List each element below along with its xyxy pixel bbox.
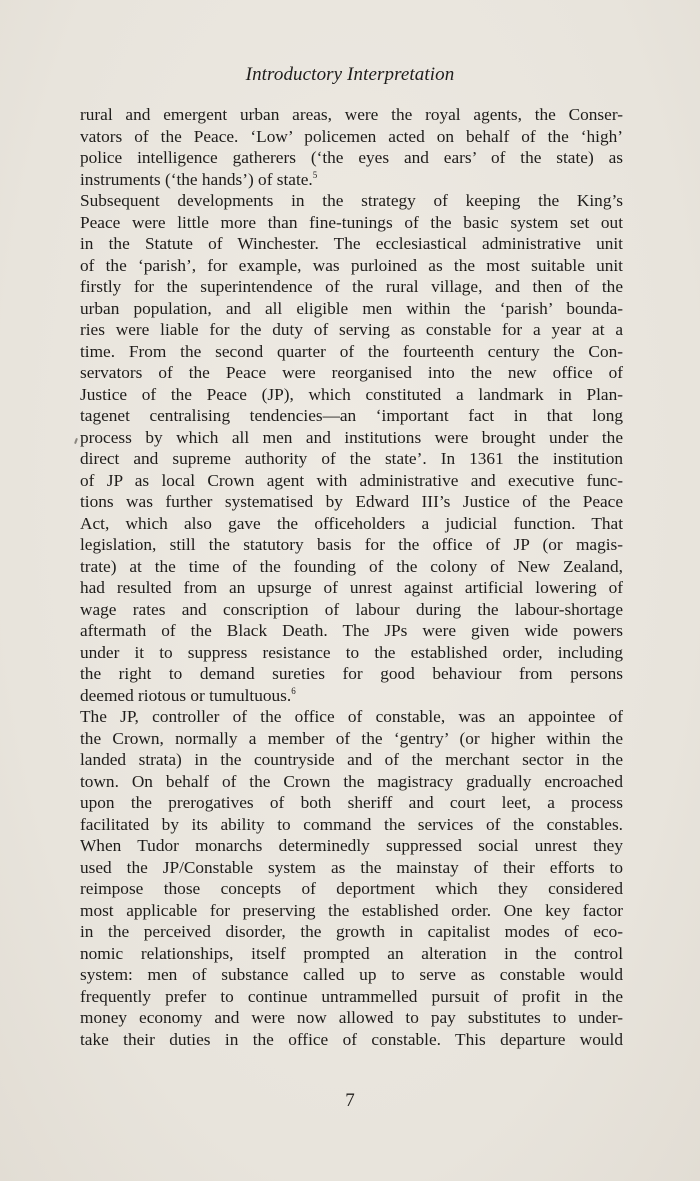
text-line: rural and emergent urban areas, were the royal agents, the Conser- xyxy=(80,105,623,124)
text-line: When Tudor monarchs determinedly suppressed social unrest they xyxy=(80,836,623,855)
text-line: legislation, still the statutory basis for the office of JP (or magis- xyxy=(80,535,623,554)
text-line: of JP as local Crown agent with administrative and executive func- xyxy=(80,470,623,490)
text-line: used the JP/Constable system as the mainstay of their efforts to xyxy=(80,857,623,877)
text-line: money economy and were now allowed to pay substitutes to under- xyxy=(80,1008,623,1027)
text-line: time. From the second quarter of the fourteenth century the Con- xyxy=(80,341,623,361)
text-line: in the perceived disorder, the growth in capitalist modes of eco- xyxy=(80,922,623,941)
text-line: trate) at the time of the founding of the colony of New Zealand, xyxy=(80,556,623,576)
text-line: upon the prerogatives of both sheriff and court leet, a process xyxy=(80,793,623,812)
text-line: process by which all men and institutions were brought under the xyxy=(80,427,623,447)
running-head: Introductory Interpretation xyxy=(245,64,455,85)
text-line: reimpose those concepts of deportment which they considered xyxy=(80,879,623,898)
paragraph-start-line: The JP, controller of the office of constable, was an appointee of xyxy=(80,707,623,726)
text-line: ries were liable for the duty of serving as constable for a year at a xyxy=(80,320,623,339)
text-line: of the ‘parish’, for example, was purloined as the most suitable unit xyxy=(80,255,623,275)
text-line: town. On behalf of the Crown the magistracy gradually encroached xyxy=(80,771,623,791)
text-line: wage rates and conscription of labour during the labour-shortage xyxy=(80,599,623,619)
footnote-ref-6[interactable]: 6 xyxy=(291,685,296,696)
page-number: 7 xyxy=(345,1090,355,1111)
text-line: landed strata) in the countryside and of the merchant sector in the xyxy=(80,750,623,769)
text-line: the right to demand sureties for good behaviour from persons xyxy=(80,664,623,683)
text-line: direct and supreme authority of the state’. In 1361 the institution xyxy=(80,449,623,468)
text-line xyxy=(80,169,623,191)
text-line: Justice of the Peace (JP), which constituted a landmark in Plan- xyxy=(80,384,623,404)
text-line: under it to suppress resistance to the established order, including xyxy=(80,642,623,662)
paragraph-start-line: Subsequent developments in the strategy of keeping the King’s xyxy=(80,191,623,210)
text-line: tagenet centralising tendencies—an ‘important fact in that long xyxy=(80,406,623,425)
text-line: Peace were little more than fine-tunings of the basic system set out xyxy=(80,212,623,232)
text-line: the Crown, normally a member of the ‘gentry’ (or higher within the xyxy=(80,728,623,748)
text-line: servators of the Peace were reorganised into the new office of xyxy=(80,363,623,382)
text-line: Act, which also gave the officeholders a judicial function. That xyxy=(80,513,623,533)
text-line: facilitated by its ability to command the services of the constables. xyxy=(80,814,623,834)
footnote-ref-5[interactable]: 5 xyxy=(312,169,318,180)
text-line-content: deemed riotous or tumultuous. xyxy=(80,685,292,705)
text-line: vators of the Peace. ‘Low’ policemen acted on behalf of the ‘high’ xyxy=(80,126,623,146)
print-speck xyxy=(74,438,78,444)
text-line: aftermath of the Black Death. The JPs were given wide powers xyxy=(80,621,623,640)
text-line: system: men of substance called up to serve as constable would xyxy=(80,965,623,984)
text-line: frequently prefer to continue untrammelled pursuit of profit in the xyxy=(80,986,623,1006)
text-line: tions was further systematised by Edward III’s Justice of the Peace xyxy=(80,492,623,511)
text-line: had resulted from an upsurge of unrest against artificial lowering of xyxy=(80,578,623,597)
text-line xyxy=(80,685,623,707)
text-line: most applicable for preserving the established order. One key factor xyxy=(80,900,623,920)
text-line: take their duties in the office of constable. This departure would xyxy=(80,1029,623,1049)
text-line: nomic relationships, itself prompted an alteration in the control xyxy=(80,943,623,963)
text-line: firstly for the superintendence of the rural village, and then of the xyxy=(80,277,623,296)
body-text xyxy=(80,104,623,1050)
text-line: police intelligence gatherers (‘the eyes and ears’ of the state) as xyxy=(80,148,623,167)
text-line: urban population, and all eligible men within the ‘parish’ bounda- xyxy=(80,298,623,318)
text-line-content: instruments (‘the hands’) of state. xyxy=(80,169,313,189)
text-line: in the Statute of Winchester. The ecclesiastical administrative unit xyxy=(80,234,623,253)
